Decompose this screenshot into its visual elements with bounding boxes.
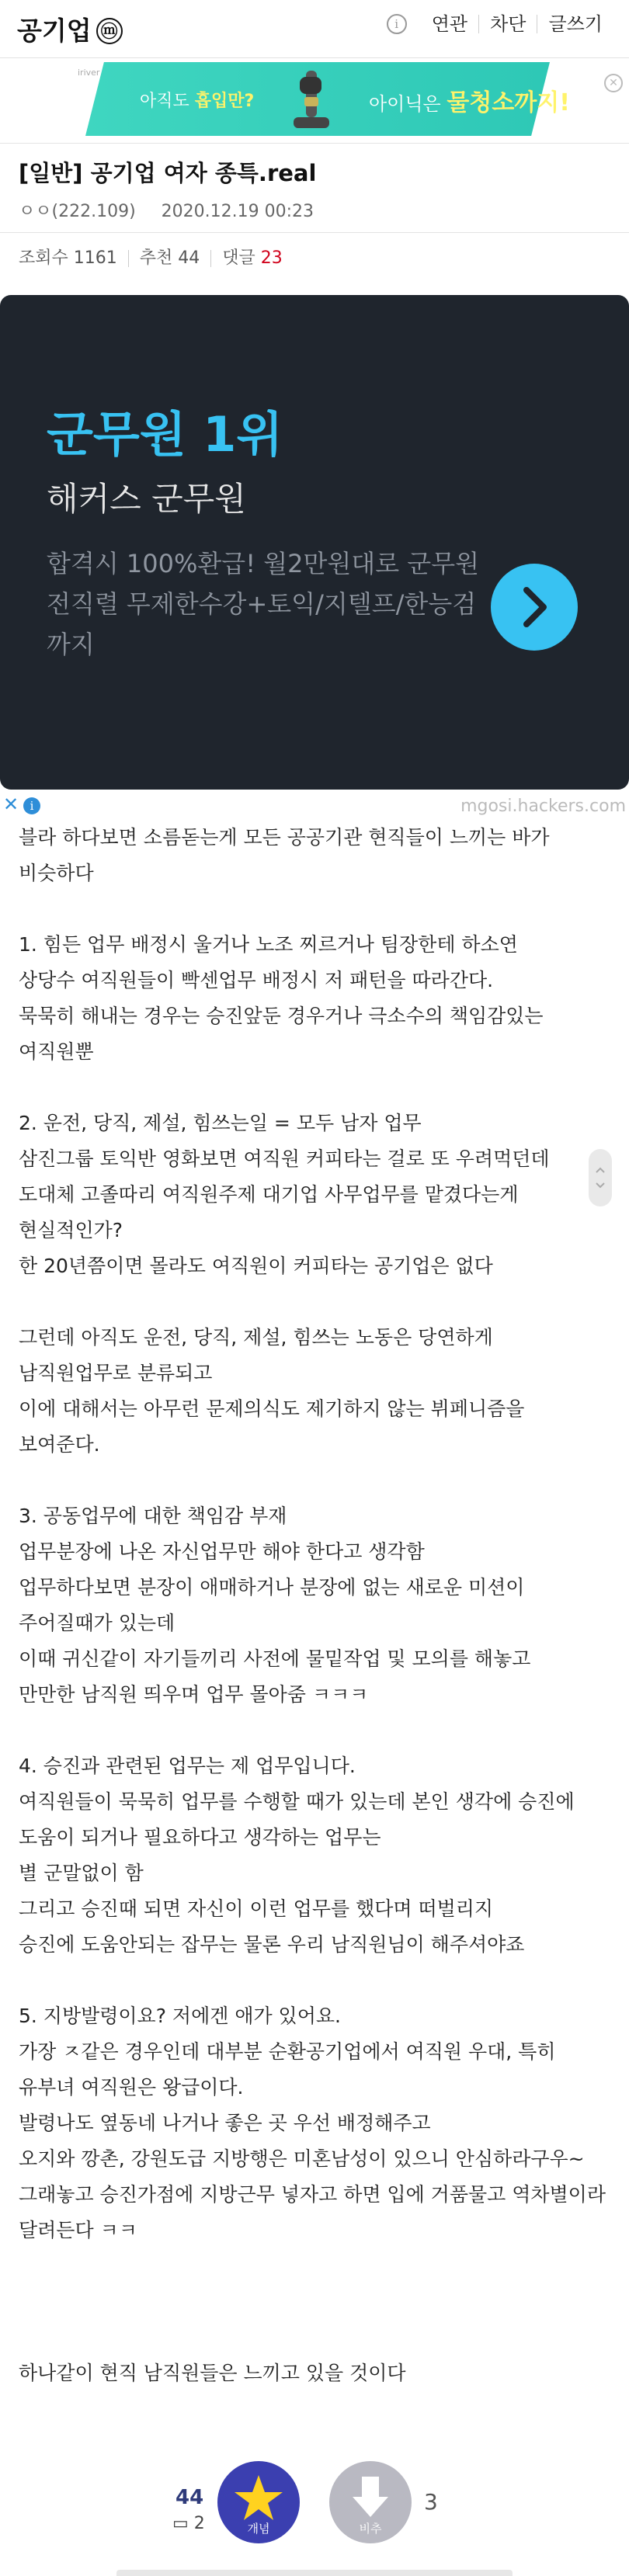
nav-links bbox=[387, 14, 613, 34]
body-line: 하나같이 현직 남직원들은 느끼고 있을 것이다 bbox=[19, 2362, 406, 2384]
body-line: 한 20년쯤이면 몰라도 여직원이 커피타는 공기업은 없다 bbox=[19, 1255, 493, 1277]
post-header bbox=[0, 143, 629, 233]
upvote-label: 개념 bbox=[247, 2522, 270, 2536]
body-line: 3. 공동업무에 대한 책임감 부재 bbox=[19, 1505, 287, 1527]
body-line: 2. 운전, 당직, 제설, 힘쓰는일 = 모두 남자 업무 bbox=[19, 1112, 422, 1134]
ad-url[interactable]: mgosi.hackers.com bbox=[460, 797, 626, 816]
blank-line bbox=[19, 2320, 609, 2356]
blank-line bbox=[19, 891, 609, 927]
top-navbar bbox=[0, 0, 629, 58]
blank-line bbox=[19, 1713, 609, 1748]
body-line: 그런데 아직도 운전, 당직, 제설, 힘쓰는 노동은 당연하게 남직원업무로 분류되고 bbox=[19, 1326, 499, 1384]
downvote-button[interactable] bbox=[329, 2461, 412, 2543]
body-line: 이에 대해서는 아무런 문제의식도 제기하지 않는 뷔페니즘을 보여준다. bbox=[19, 1397, 531, 1456]
ad-text-2 bbox=[369, 83, 570, 117]
downvote-count: 3 bbox=[424, 2489, 438, 2515]
body-line: 삼진그룹 토익반 영화보면 여직원 커피타는 걸로 또 우려먹던데 bbox=[19, 1147, 550, 1170]
body-line: 업무하다보면 분장이 애매하거나 분장에 없는 새로운 미션이 주어질때가 있는데 bbox=[19, 1576, 531, 1634]
related-link[interactable]: 연관 bbox=[431, 13, 468, 35]
comment-number: 23 bbox=[260, 248, 283, 268]
body-line: 별 군말없이 함 bbox=[19, 1862, 144, 1884]
vacuum-cleaner-icon bbox=[280, 66, 342, 133]
adchoices-icon[interactable]: i bbox=[23, 797, 40, 814]
body-line: 블라 하다보면 소름돋는게 모든 공공기관 현직들이 느끼는 바가 비슷하다 bbox=[19, 826, 556, 884]
body-line: 1. 힘든 업무 배정시 울거나 노조 찌르거나 팀장한테 하소연 bbox=[19, 933, 518, 956]
post-body bbox=[19, 820, 612, 2391]
body-line: 여직원들이 묵묵히 업무를 수행할 때가 있는데 본인 생각에 승진에 도움이 되거나 필요하다고 생각하는 업무는 bbox=[19, 1790, 581, 1849]
recommend-count: 추천 44 bbox=[128, 250, 211, 267]
bottom-bar bbox=[116, 2570, 513, 2576]
ad-headline: 군무원 1위 bbox=[47, 406, 283, 463]
body-line: 이때 귀신같이 자기들끼리 사전에 물밑작업 및 모의를 해놓고 bbox=[19, 1647, 531, 1670]
body-line: 그리고 승진때 되면 자신이 이런 업무를 했다며 떠벌리지 bbox=[19, 1897, 494, 1920]
ad-arrow-button[interactable] bbox=[491, 564, 578, 651]
body-line: 묵묵히 해내는 경우는 승진앞둔 경우거나 극소수의 책임감있는 여직원뿐 bbox=[19, 1005, 550, 1063]
body-line: 발령나도 옆동네 나거나 좋은 곳 우선 배정해주고 bbox=[19, 2112, 431, 2134]
body-line: 업무분장에 나온 자신업무만 해야 한다고 생각함 bbox=[19, 1540, 425, 1563]
top-ad-banner[interactable] bbox=[0, 58, 629, 142]
upvote-count: 44 bbox=[175, 2486, 204, 2509]
post-meta bbox=[19, 198, 334, 222]
blank-line bbox=[19, 1963, 609, 1998]
scroll-arrows-icon bbox=[589, 1149, 612, 1206]
blank-line bbox=[19, 1463, 609, 1498]
chevron-right-icon bbox=[491, 564, 578, 651]
body-line: 4. 승진과 관련된 업무는 제 업무입니다. bbox=[19, 1755, 356, 1777]
downvote-label: 비추 bbox=[359, 2522, 382, 2536]
post-date: 2020.12.19 00:23 bbox=[161, 202, 314, 221]
ad-brand: iriver bbox=[78, 68, 100, 78]
blank-line bbox=[19, 2284, 609, 2320]
body-line: 그래놓고 승진가점에 지방근무 넣자고 하면 입에 거품물고 역차별이라 달려든다 ㅋㅋ bbox=[19, 2183, 612, 2241]
ad-text-2-prefix: 아이닉은 bbox=[369, 93, 447, 115]
write-link[interactable]: 글쓰기 bbox=[537, 15, 613, 33]
minor-gallery-badge: ⓜ bbox=[96, 18, 123, 44]
comment-mini-count bbox=[172, 2514, 205, 2533]
blank-line bbox=[19, 2248, 609, 2284]
ad-subheadline: 해커스 군무원 bbox=[47, 480, 246, 518]
post-stats bbox=[0, 238, 629, 286]
upvote-button[interactable] bbox=[217, 2461, 300, 2543]
view-count: 조회수 1161 bbox=[19, 248, 117, 268]
block-link[interactable]: 차단 bbox=[478, 15, 537, 33]
ad-description: 합격시 100%환급! 월2만원대로 군무원 전직렬 무제한수강+토익/지텔프/한능검까지 bbox=[47, 549, 480, 659]
ad-close-icon[interactable]: ✕ bbox=[604, 74, 623, 92]
body-line: 5. 지방발령이요? 저에겐 애가 있어요. bbox=[19, 2005, 341, 2027]
body-line: 상당수 여직원들이 빡센업무 배정시 저 패턴을 따라간다. bbox=[19, 969, 494, 991]
gallery-title[interactable] bbox=[17, 11, 123, 47]
body-line: 만만한 남직원 띄우며 업무 몰아줌 ㅋㅋㅋ bbox=[19, 1683, 369, 1706]
blank-line bbox=[19, 1070, 609, 1106]
gallery-name[interactable]: 공기업 bbox=[17, 16, 92, 46]
comment-bubble-icon: ▭ bbox=[172, 2514, 189, 2533]
ad-footer bbox=[0, 793, 629, 820]
hackers-ad[interactable] bbox=[0, 295, 629, 790]
post-title: [일반] 공기업 여자 종특.real bbox=[19, 160, 317, 186]
ad-text-1 bbox=[140, 88, 254, 112]
info-icon[interactable]: i bbox=[387, 14, 407, 34]
ad-close-x-icon[interactable]: ✕ bbox=[3, 793, 19, 815]
ad-text-2-bold: 물청소까지! bbox=[447, 89, 570, 116]
body-line: 도대체 고졸따리 여직원주제 대기업 사무업무를 맡겼다는게 현실적인가? bbox=[19, 1183, 525, 1241]
comment-count[interactable] bbox=[210, 250, 294, 267]
body-line: 승진에 도움안되는 잡무는 물론 우리 남직원님이 해주셔야죠 bbox=[19, 1933, 525, 1956]
ad-text-1-bold: 흡입만? bbox=[194, 92, 255, 111]
post-author[interactable]: ㅇㅇ(222.109) bbox=[19, 202, 136, 221]
vote-area bbox=[0, 2446, 629, 2576]
body-line: 가장 ㅈ같은 경우인데 대부분 순환공기업에서 여직원 우대, 특히 유부녀 여직원은 왕급이다. bbox=[19, 2040, 562, 2099]
comment-label: 댓글 bbox=[222, 248, 255, 268]
scroll-handle[interactable] bbox=[589, 1149, 612, 1206]
comment-mini-number: 2 bbox=[193, 2514, 205, 2533]
ad-text-1-prefix: 아직도 bbox=[140, 92, 195, 111]
body-line: 오지와 깡촌, 강원도급 지방행은 미혼남성이 있으니 안심하라구우~ bbox=[19, 2147, 585, 2170]
blank-line bbox=[19, 1284, 609, 1320]
